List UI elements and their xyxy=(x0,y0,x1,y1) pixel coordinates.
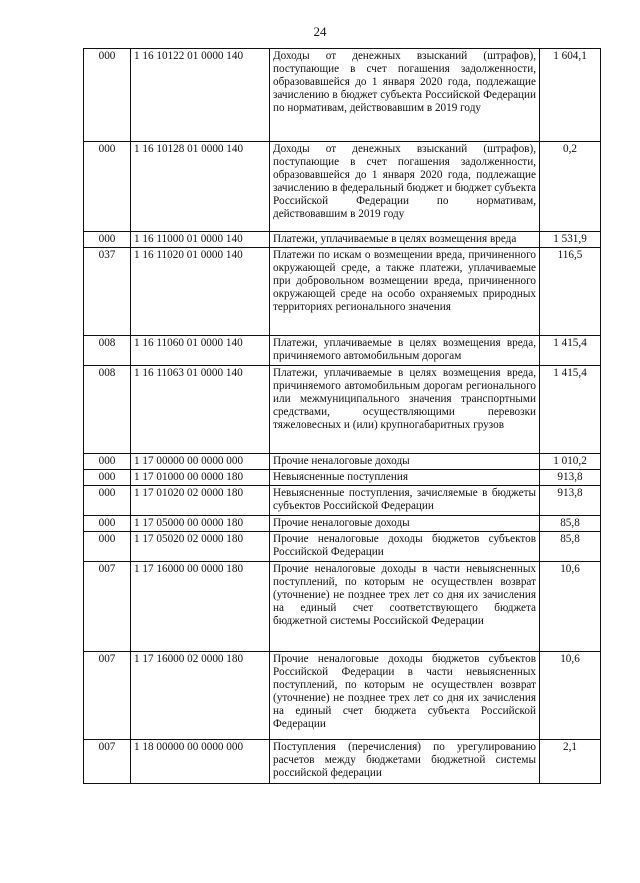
table-row xyxy=(84,562,601,652)
admin-code-cell: 000 xyxy=(84,470,131,486)
budget-code-cell: 1 16 11020 01 0000 140 xyxy=(131,248,270,336)
revenue-name-cell: Доходы от денежных взысканий (штрафов), поступающие в счет погашения задолженности, образовавшейся до 1 января 2020 года, подлежащие зачислению в бюджет субъекта Российской Федерации по нормативам, действовавшим в 2019 году xyxy=(270,49,540,142)
revenue-name-cell: Прочие неналоговые доходы в части невыясненных поступлений, по которым не осуществлен возврат (уточнение) не позднее трех лет со дня их зачисления на единый счет соответствующего бюджета бюджетной системы Российской Федерации xyxy=(270,562,540,652)
admin-code-cell: 037 xyxy=(84,248,131,336)
revenue-name-cell: Прочие неналоговые доходы бюджетов субъектов Российской Федерации xyxy=(270,532,540,562)
sum-cell: 0,2 xyxy=(540,142,601,232)
budget-code-cell: 1 17 05000 00 0000 180 xyxy=(131,516,270,532)
revenue-name-cell: Прочие неналоговые доходы xyxy=(270,516,540,532)
revenue-name-cell: Доходы от денежных взысканий (штрафов), поступающие в счет погашения задолженности, образовавшейся до 1 января 2020 года, подлежащие зачислению в федеральный бюджет и бюджет субъекта Российской Федерации по нормативам, действовавшим в 2019 году xyxy=(270,142,540,232)
page-number: 24 xyxy=(313,24,327,39)
budget-revenue-table xyxy=(83,48,601,784)
admin-code-cell: 000 xyxy=(84,49,131,142)
sum-cell: 2,1 xyxy=(540,740,601,784)
admin-code-cell: 000 xyxy=(84,454,131,470)
admin-code-cell: 007 xyxy=(84,740,131,784)
sum-cell: 10,6 xyxy=(540,562,601,652)
admin-code-cell: 000 xyxy=(84,142,131,232)
sum-cell: 1 531,9 xyxy=(540,232,601,248)
admin-code-cell: 000 xyxy=(84,486,131,516)
budget-code-cell: 1 17 16000 02 0000 180 xyxy=(131,652,270,740)
budget-code-cell: 1 16 11060 01 0000 140 xyxy=(131,336,270,366)
table-row xyxy=(84,532,601,562)
sum-cell: 85,8 xyxy=(540,532,601,562)
table-row xyxy=(84,740,601,784)
sum-cell: 1 415,4 xyxy=(540,336,601,366)
budget-code-cell: 1 17 01020 02 0000 180 xyxy=(131,486,270,516)
sum-cell: 85,8 xyxy=(540,516,601,532)
sum-cell: 10,6 xyxy=(540,652,601,740)
table-row xyxy=(84,49,601,142)
table-row xyxy=(84,454,601,470)
admin-code-cell: 000 xyxy=(84,532,131,562)
revenue-name-cell: Поступления (перечисления) по урегулированию расчетов между бюджетами бюджетной системы российской федерации xyxy=(270,740,540,784)
revenue-name-cell: Платежи по искам о возмещении вреда, причиненного окружающей среде, а также платежи, уплачиваемые при добровольном возмещении вреда, причиненного окружающей среде на особо охраняемых природных территориях регионального значения xyxy=(270,248,540,336)
admin-code-cell: 008 xyxy=(84,366,131,454)
sum-cell: 1 010,2 xyxy=(540,454,601,470)
revenue-name-cell: Невыясненные поступления, зачисляемые в бюджеты субъектов Российской Федерации xyxy=(270,486,540,516)
table-row xyxy=(84,486,601,516)
sum-cell: 913,8 xyxy=(540,470,601,486)
table-row xyxy=(84,248,601,336)
table-row xyxy=(84,366,601,454)
revenue-name-cell: Прочие неналоговые доходы xyxy=(270,454,540,470)
sum-cell: 913,8 xyxy=(540,486,601,516)
revenue-name-cell: Платежи, уплачиваемые в целях возмещения вреда, причиняемого автомобильным дорогам xyxy=(270,336,540,366)
revenue-name-cell: Платежи, уплачиваемые в целях возмещения вреда, причиняемого автомобильным дорогам регионального или межмуниципального значения транспортными средствами, осуществляющими перевозки тяжеловесных и (или) крупногабаритных грузов xyxy=(270,366,540,454)
table-row xyxy=(84,336,601,366)
sum-cell: 1 604,1 xyxy=(540,49,601,142)
budget-code-cell: 1 18 00000 00 0000 000 xyxy=(131,740,270,784)
admin-code-cell: 007 xyxy=(84,562,131,652)
budget-code-cell: 1 16 10128 01 0000 140 xyxy=(131,142,270,232)
budget-code-cell: 1 17 05020 02 0000 180 xyxy=(131,532,270,562)
budget-code-cell: 1 16 11063 01 0000 140 xyxy=(131,366,270,454)
admin-code-cell: 008 xyxy=(84,336,131,366)
budget-code-cell: 1 17 01000 00 0000 180 xyxy=(131,470,270,486)
admin-code-cell: 007 xyxy=(84,652,131,740)
budget-code-cell: 1 17 00000 00 0000 000 xyxy=(131,454,270,470)
table-row xyxy=(84,652,601,740)
sum-cell: 116,5 xyxy=(540,248,601,336)
sum-cell: 1 415,4 xyxy=(540,366,601,454)
revenue-name-cell: Невыясненные поступления xyxy=(270,470,540,486)
table-row xyxy=(84,470,601,486)
admin-code-cell: 000 xyxy=(84,232,131,248)
revenue-name-cell: Прочие неналоговые доходы бюджетов субъектов Российской Федерации в части невыясненных поступлений, по которым не осуществлен возврат (уточнение) не позднее трех лет со дня их зачисления на единый счет бюджета субъекта Российской Федерации xyxy=(270,652,540,740)
revenue-name-cell: Платежи, уплачиваемые в целях возмещения вреда xyxy=(270,232,540,248)
budget-code-cell: 1 16 10122 01 0000 140 xyxy=(131,49,270,142)
table-row xyxy=(84,516,601,532)
table-row xyxy=(84,142,601,232)
admin-code-cell: 000 xyxy=(84,516,131,532)
budget-code-cell: 1 17 16000 00 0000 180 xyxy=(131,562,270,652)
table-row xyxy=(84,232,601,248)
budget-code-cell: 1 16 11000 01 0000 140 xyxy=(131,232,270,248)
